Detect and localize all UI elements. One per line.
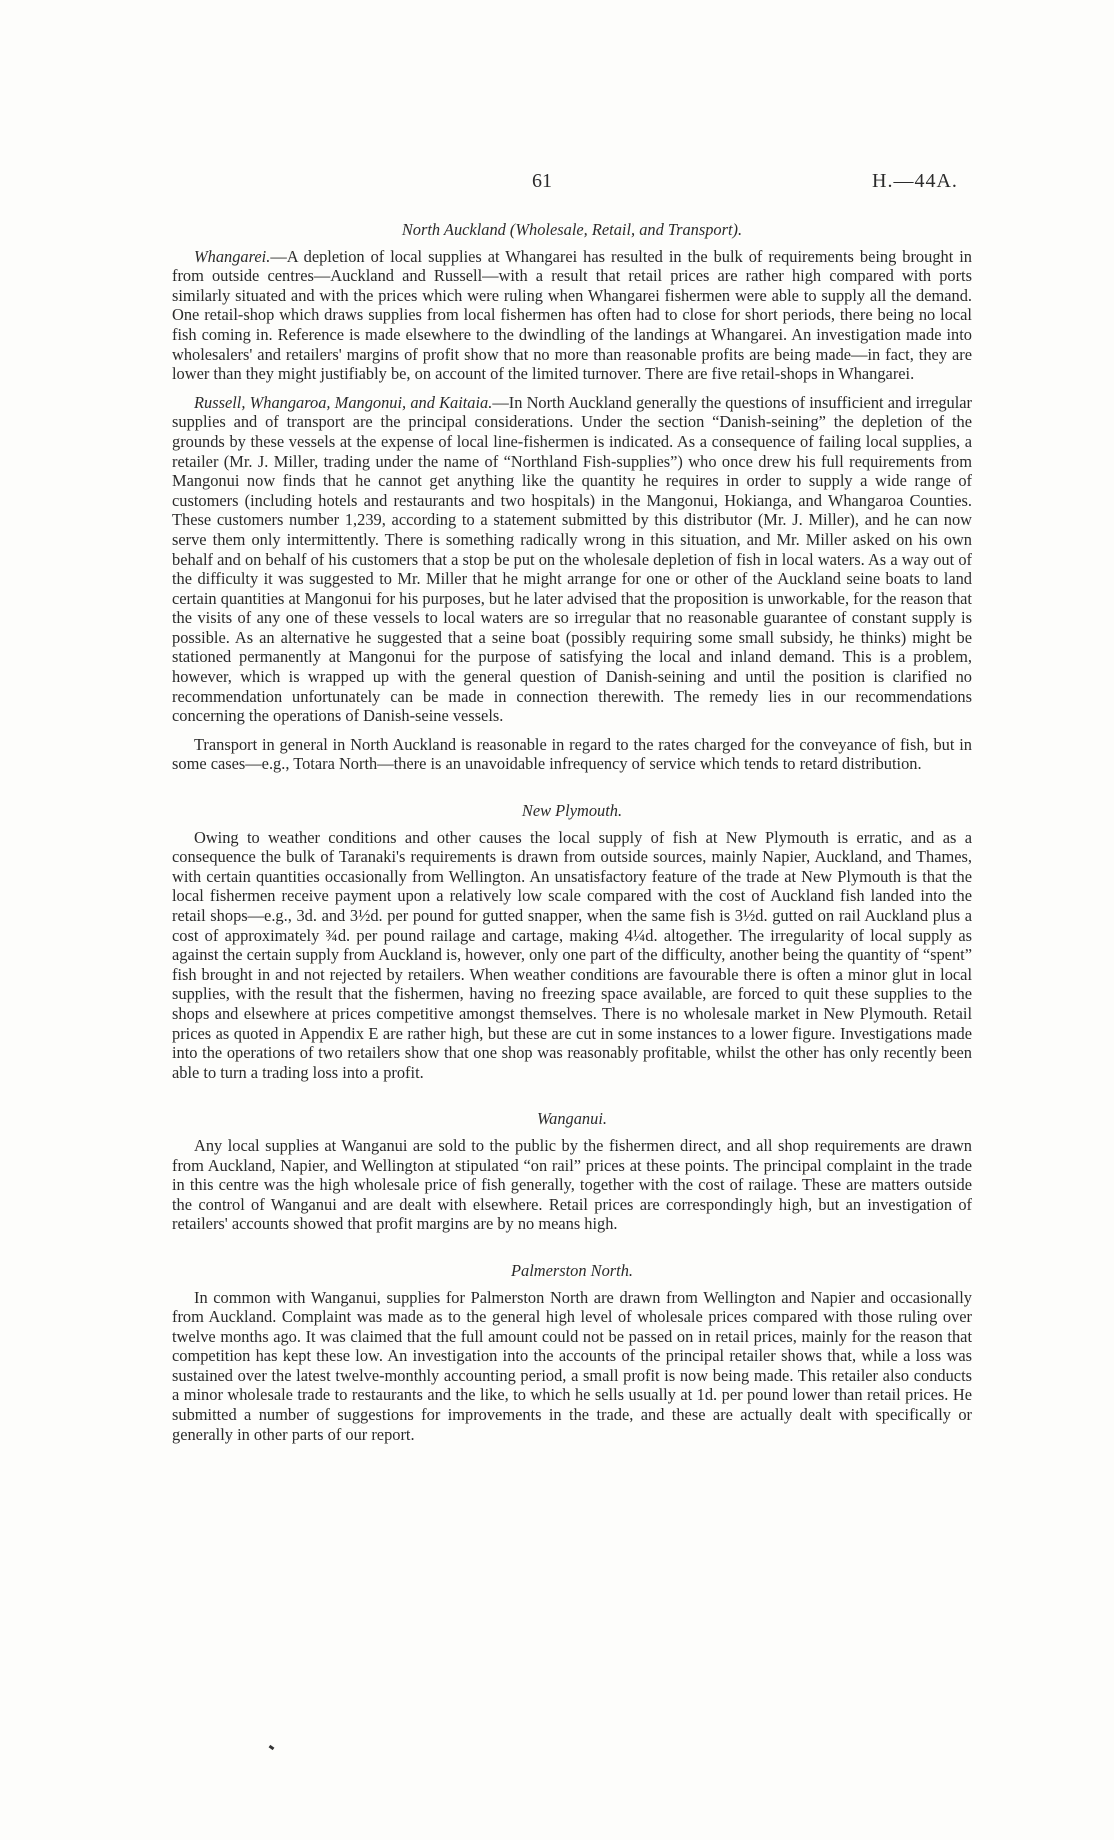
section-heading: Palmerston North.: [510, 1260, 634, 1280]
document-reference: H.—44A.: [872, 170, 958, 192]
paragraph: [172, 247, 972, 384]
paragraph-text: Any local supplies at Wanganui are sold to the public by the fishermen direct, and all shop requirements are drawn from Auckland, Napier, and Wellington at stipulated “on rail” prices at these points. The principal complaint in the trade in this centre was the high wholesale price of fish generally, together with the cost of railage. These are matters outside the control of Wanganui and are dealt with elsewhere. Retail prices are correspondingly high, but an investigation of retailers' accounts showed that profit margins are by no means high.: [172, 1135, 972, 1234]
section-wanganui: [172, 1109, 972, 1234]
page-number: 61: [532, 170, 552, 192]
ink-speck: [269, 1745, 275, 1750]
paragraph: [172, 1288, 972, 1445]
document-body: [172, 220, 972, 1453]
paragraph: [172, 828, 972, 1083]
paragraph-text: Transport in general in North Auckland is reasonable in regard to the rates charged for the conveyance of fish, but in some cases—e.g., Totara North—there is an unavoidable infrequency of service which tends to retard distribution.: [172, 734, 972, 774]
paragraph-text: Owing to weather conditions and other causes the local supply of fish at New Plymouth is erratic, and as a consequence the bulk of Taranaki's requirements is drawn from outside sources, mainly Napier, Auckland, and Thames, with certain quantities occasionally from Wellington. An unsatisfactory feature of the trade at New Plymouth is that the local fishermen receive payment upon a relatively low scale compared with the cost of Auckland fish landed into the retail shops—e.g., 3d. and 3½d. per pound for gutted snapper, when the same fish is 3½d. gutted on rail Auckland plus a cost of approximately ¾d. per pound railage and cartage, making 4¼d. altogether. The irregularity of local supply as against the certain supply from Auckland is, however, only one part of the difficulty, another being the quantity of “spent” fish brought in and not rejected by retailers. When weather conditions are favourable there is often a minor glut in local supplies, with the result that the fishermen, having no freezing space available, are forced to quit these supplies to the shops and elsewhere at prices competitive amongst themselves. There is no wholesale market in New Plymouth. Retail prices as quoted in Appendix E are rather high, but these are cut in some instances to a lower figure. Investigations made into the operations of two retailers show that one shop was reasonably profitable, whilst the other has only recently been able to turn a trading loss into a profit.: [172, 827, 972, 1082]
section-north-auckland: [172, 220, 972, 774]
paragraph-lead: Russell, Whangaroa, Mangonui, and Kaitaia.: [194, 392, 493, 412]
paragraph-text: —In North Auckland generally the questions of insufficient and irregular supplies and of transport are the principal considerations. Under the section “Danish-seining” the depletion of the grounds by these vessels at the expense of local line-fishermen is indicated. As a consequence of failing local supplies, a retailer (Mr. J. Miller, trading under the name of “Northland Fish-supplies”) who once drew his full requirements from Mangonui now finds that he cannot get anything like the quantity he requires in order to supply a wide range of customers (including hotels and restaurants and two hospitals) in the Mangonui, Hokianga, and Whangaroa Counties. These customers number 1,239, according to a statement submitted by this distributor (Mr. J. Miller), and he can now serve them only intermittently. There is something radically wrong in this situation, and Mr. Miller asked on his own behalf and on behalf of his customers that a stop be put on the wholesale depletion of fish in local waters. As a way out of the difficulty it was suggested to Mr. Miller that he might arrange for one or other of the Auckland seine boats to land certain quantities at Mangonui for his purposes, but he later advised that the proposition is unworkable, for the reason that the visits of any one of these vessels to local waters are so irregular that no reasonable guarantee of constant supply is possible. As an alternative he suggested that a seine boat (possibly requiring some small subsidy, he thinks) might be stationed permanently at Mangonui for the purpose of satisfying the local and inland demand. This is a problem, however, which is wrapped up with the general question of Danish-seining and until the position is clarified no recommendation unfortunately can be made in connection therewith. The remedy lies in our recommendations concerning the operations of Danish-seine vessels.: [172, 392, 972, 726]
paragraph: [172, 735, 972, 774]
section-palmerston-north: [172, 1261, 972, 1444]
section-heading: New Plymouth.: [521, 801, 623, 821]
paragraph: [172, 393, 972, 726]
paragraph-text: —A depletion of local supplies at Whangarei has resulted in the bulk of requirements being brought in from outside centres—Auckland and Russell—with a result that retail prices are rather high compared with ports similarly situated and with the prices which were ruling when Whangarei fishermen were able to supply all the demand. One retail-shop which draws supplies from local fishermen has often had to close for short periods, there being no local fish coming in. Reference is made elsewhere to the dwindling of the landings at Whangarei. An investigation made into wholesalers' and retailers' margins of profit show that no more than reasonable profits are being made—in fact, they are lower than they might justifiably be, on account of the limited turnover. There are five retail-shops in Whangarei.: [172, 246, 972, 384]
section-new-plymouth: [172, 801, 972, 1082]
paragraph: [172, 1136, 972, 1234]
paragraph-text: In common with Wanganui, supplies for Palmerston North are drawn from Wellington and Napier and occasionally from Auckland. Complaint was made as to the general high level of wholesale prices compared with those ruling over twelve months ago. It was claimed that the full amount could not be passed on in retail prices, mainly for the reason that competition has kept these low. An investigation into the accounts of the principal retailer shows that, while a loss was sustained over the latest twelve-monthly accounting period, a small profit is now being made. This retailer also conducts a minor wholesale trade to restaurants and the like, to which he sells usually at 1d. per pound lower than retail prices. He submitted a number of suggestions for improvements in the trade, and these are actually dealt with specifically or generally in other parts of our report.: [172, 1287, 972, 1444]
section-heading: Wanganui.: [537, 1109, 607, 1129]
paragraph-lead: Whangarei.: [194, 246, 271, 266]
section-heading: North Auckland (Wholesale, Retail, and Transport).: [401, 220, 743, 239]
